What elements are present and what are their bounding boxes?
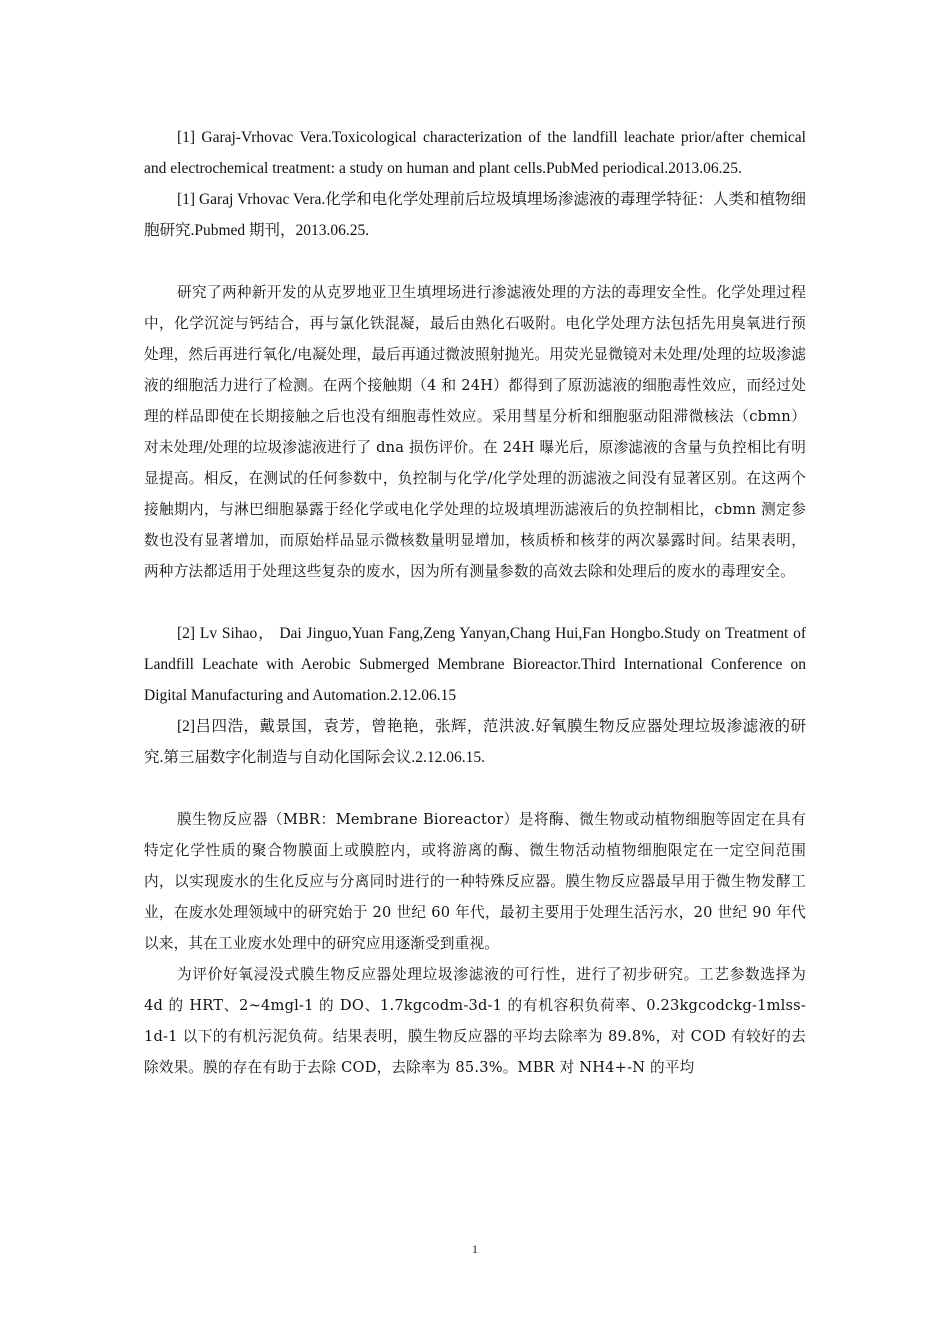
page-number: 1 xyxy=(472,1242,478,1256)
reference-2-english: [2] Lv Sihao， Dai Jinguo,Yuan Fang,Zeng Yanyan,Chang Hui,Fan Hongbo.Study on Treatment of Landfill Leachate with Aerobic Submerged Membrane Bioreactor.Third International Conference on Digital Manufacturing and Automation.2.12.06.15 xyxy=(144,625,806,704)
spacer xyxy=(144,246,806,277)
reference-1-chinese: [1] Garaj Vrhovac Vera.化学和电化学处理前后垃圾填埋场渗滤液的毒理学特征：人类和植物细胞研究.Pubmed 期刊，2013.06.25. xyxy=(144,191,806,239)
reference-2-chinese: [2]吕四浩，戴景国，袁芳，曾艳艳，张辉，范洪波.好氧膜生物反应器处理垃圾渗滤液的研究.第三届数字化制造与自动化国际会议.2.12.06.15. xyxy=(144,718,806,766)
spacer xyxy=(144,587,806,618)
page-content xyxy=(144,122,806,1083)
reference-2-summary-paragraph-1: 膜生物反应器（MBR：Membrane Bioreactor）是将酶、微生物或动植物细胞等固定在具有特定化学性质的聚合物膜面上或膜腔内，或将游离的酶、微生物活动植物细胞限定在一定空间范围内，以实现废水的生化反应与分离同时进行的一种特殊反应器。膜生物反应器最早用于微生物发酵工业，在废水处理领域中的研究始于 20 世纪 60 年代，最初主要用于处理生活污水，20 世纪 90 年代以来，其在工业废水处理中的研究应用逐渐受到重视。 xyxy=(144,811,806,952)
reference-1-english: [1] Garaj-Vrhovac Vera.Toxicological characterization of the landfill leachate prior/after chemical and electrochemical treatment: a study on human and plant cells.PubMed periodical.2013.06.25. xyxy=(144,129,806,177)
spacer xyxy=(144,773,806,804)
reference-1-summary: 研究了两种新开发的从克罗地亚卫生填埋场进行渗滤液处理的方法的毒理安全性。化学处理过程中，化学沉淀与钙结合，再与氯化铁混凝，最后由熟化石吸附。电化学处理方法包括先用臭氧进行预处理，然后再进行氧化/电凝处理，最后再通过微波照射抛光。用荧光显微镜对未处理/处理的垃圾渗滤液的细胞活力进行了检测。在两个接触期（4 和 24H）都得到了原沥滤液的细胞毒性效应，而经过处理的样品即使在长期接触之后也没有细胞毒性效应。采用彗星分析和细胞驱动阻滞微核法（cbmn）对未处理/处理的垃圾渗滤液进行了 dna 损伤评价。在 24H 曝光后，原渗滤液的含量与负控相比有明显提高。相反，在测试的任何参数中，负控制与化学/化学处理的沥滤液之间没有显著区别。在这两个接触期内，与淋巴细胞暴露于经化学或电化学处理的垃圾填埋沥滤液后的负控制相比，cbmn 测定参数也没有显著增加，而原始样品显示微核数量明显增加，核质桥和核芽的两次暴露时间。结果表明，两种方法都适用于处理这些复杂的废水，因为所有测量参数的高效去除和处理后的废水的毒理安全。 xyxy=(144,284,806,580)
reference-2-summary-paragraph-2: 为评价好氧浸没式膜生物反应器处理垃圾渗滤液的可行性，进行了初步研究。工艺参数选择为 4d 的 HRT、2~4mgl-1 的 DO、1.7kgcodm-3d-1 的有机容积负荷率、0.23kgcodckg-1mlss-1d-1 以下的有机污泥负荷。结果表明，膜生物反应器的平均去除率为 89.8%，对 COD 有较好的去除效果。膜的存在有助于去除 COD，去除率为 85.3%。MBR 对 NH4+-N 的平均 xyxy=(144,966,806,1076)
